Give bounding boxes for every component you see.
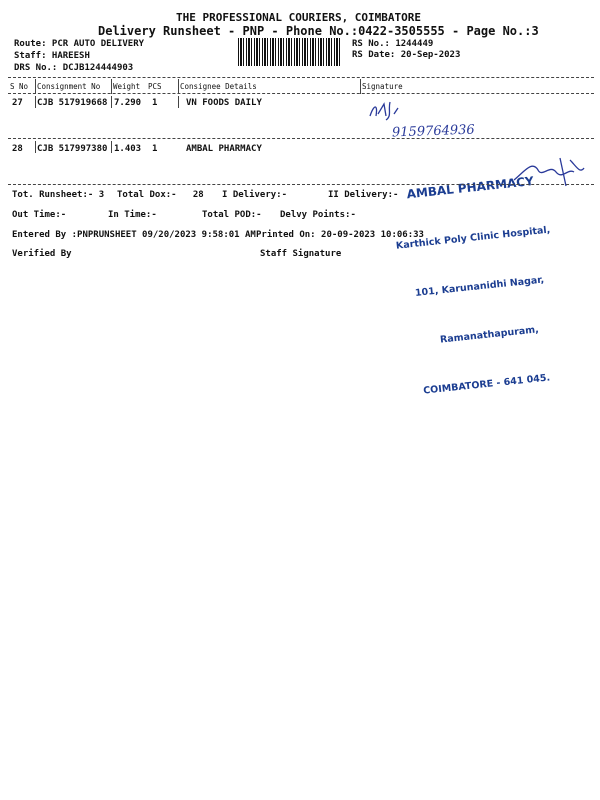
column-separator: [35, 79, 36, 94]
delvy-points: Delvy Points:-: [280, 210, 356, 220]
table-row-pcs: 1: [152, 98, 158, 108]
ii-delivery: II Delivery:-: [328, 190, 399, 200]
stamp-line-3: 101, Karunanidhi Nagar,: [414, 274, 545, 299]
staff-label: Staff: HAREESH: [14, 51, 90, 61]
stamp-line-2: Karthick Poly Clinic Hospital,: [395, 224, 551, 252]
rs-number: RS No.: 1244449: [352, 39, 434, 49]
table-row-weight: 1.403: [114, 144, 142, 154]
stamp-line-5: COIMBATORE - 641 045.: [422, 372, 551, 397]
column-header-weight: Weight: [113, 82, 141, 91]
route-label: Route: PCR AUTO DELIVERY: [14, 39, 145, 49]
rs-date: RS Date: 20-Sep-2023: [352, 50, 461, 60]
column-separator: [35, 96, 36, 108]
printed-on: Printed On: 20-09-2023 10:06:33: [256, 230, 424, 240]
handwritten-phone-number: 9159764936: [391, 122, 475, 141]
column-separator: [111, 96, 112, 108]
table-row-sno: 28: [12, 144, 23, 154]
out-time: Out Time:-: [12, 210, 67, 220]
column-separator: [360, 79, 361, 94]
divider: [8, 184, 594, 185]
column-header-consignee: Consignee Details: [180, 82, 257, 91]
total-dox: Total Dox:- 28: [117, 190, 204, 200]
total-pod: Total POD:-: [202, 210, 262, 220]
table-row-weight: 7.290: [114, 98, 142, 108]
column-separator: [111, 79, 112, 94]
column-separator: [111, 141, 112, 153]
i-delivery: I Delivery:-: [222, 190, 288, 200]
table-row-consignee: VN FOODS DAILY: [186, 98, 262, 108]
table-row-consignment: CJB 517919668: [37, 98, 108, 108]
table-row-consignment: CJB 517997380: [37, 144, 108, 154]
column-header-pcs: PCS: [148, 82, 162, 91]
table-row-sno: 27: [12, 98, 23, 108]
table-row-pcs: 1: [152, 144, 158, 154]
column-separator: [178, 96, 179, 108]
company-title: THE PROFESSIONAL COURIERS, COIMBATORE: [176, 11, 422, 24]
column-header-consignment: Consignment No: [37, 82, 101, 91]
divider: [8, 93, 594, 94]
stamp-line-1: AMBAL PHARMACY: [405, 174, 535, 202]
table-row-consignee: AMBAL PHARMACY: [186, 144, 262, 154]
barcode: [238, 38, 342, 66]
runsheet-title: Delivery Runsheet - PNP - Phone No.:0422-3505555 - Page No.:3: [98, 24, 539, 38]
column-header-signature: Signature: [362, 82, 403, 91]
column-header-sno: S No: [10, 82, 29, 91]
column-separator: [178, 79, 179, 94]
tot-runsheet: Tot. Runsheet:- 3: [12, 190, 105, 200]
column-separator: [35, 141, 36, 153]
drs-number: DRS No.: DCJB124444903: [14, 63, 134, 73]
divider: [8, 77, 594, 78]
staff-signature: Staff Signature: [260, 249, 342, 259]
stamp-line-4: Ramanathapuram,: [439, 324, 540, 346]
in-time: In Time:-: [108, 210, 157, 220]
verified-by: Verified By: [12, 249, 72, 259]
entered-by: Entered By :PNPRUNSHEET 09/20/2023 9:58:01 AM: [12, 230, 256, 240]
